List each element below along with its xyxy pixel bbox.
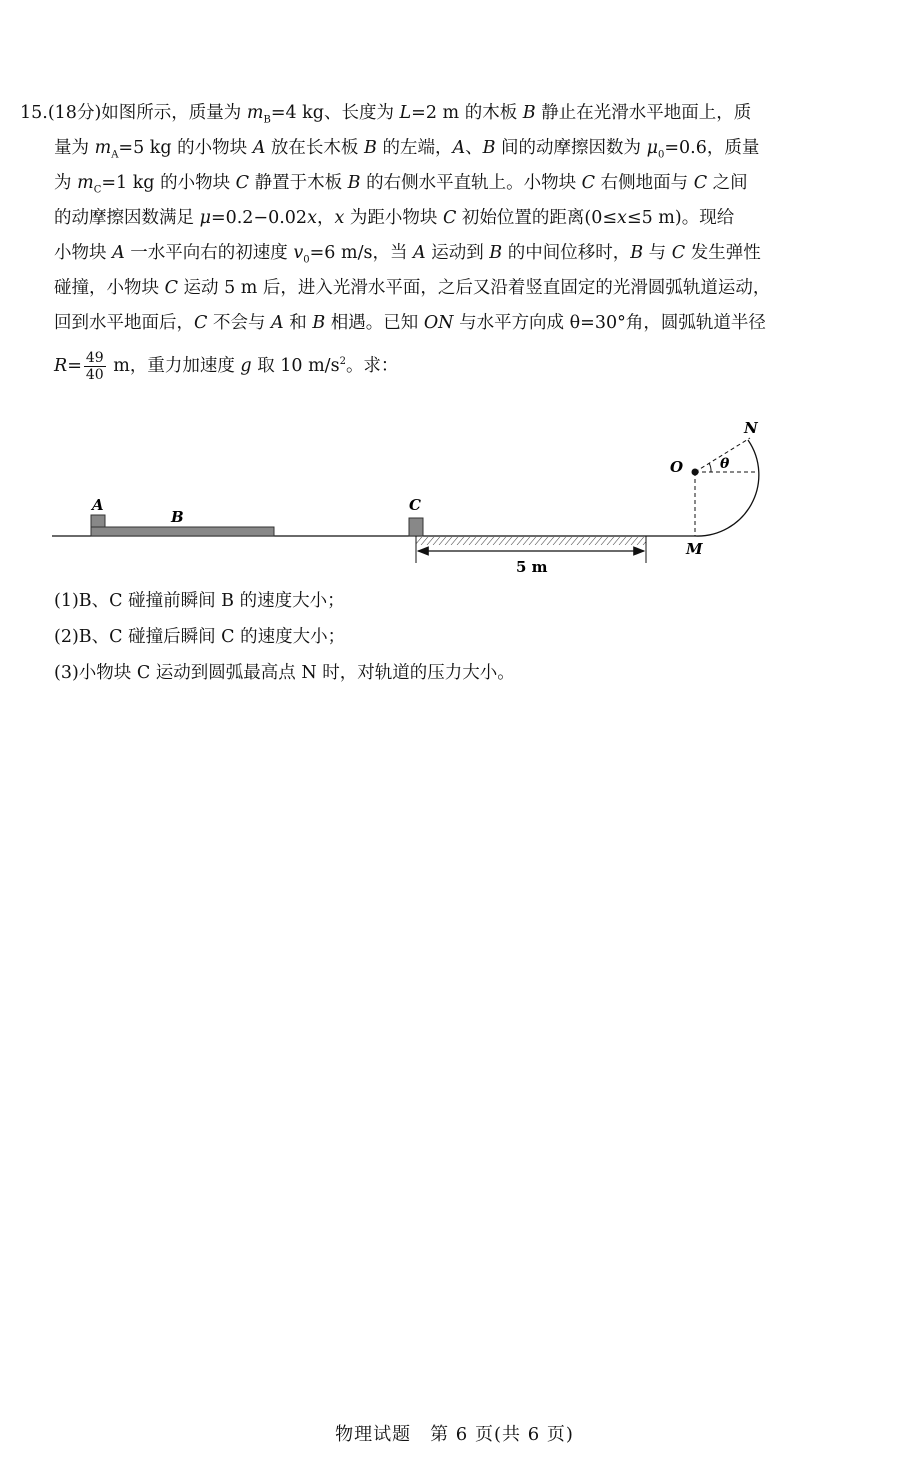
problem-line-2: 量为 $m_A=5$ kg 的小物块 A 放在长木板 B 的左端，A、B 间的动摩擦因数为 $\mu_0=0.6$，质量	[54, 138, 760, 161]
block-a	[91, 515, 105, 527]
page-footer: 物理试题 第 6 页(共 6 页)	[335, 1424, 574, 1445]
label-m: M	[686, 540, 703, 558]
problem-line-5: 小物块 A 一水平向右的初速度 $v_0=6$ m/s，当 A 运动到 B 的中间位移时，B 与 C 发生弹性	[54, 243, 761, 266]
center-point-o	[692, 469, 699, 476]
label-n: N	[744, 419, 758, 437]
question-3: (3)小物块 C 运动到圆弧最高点 N 时，对轨道的压力大小。	[54, 663, 515, 683]
label-theta: θ	[720, 456, 730, 472]
angle-arc	[709, 463, 711, 472]
problem-line-8: R= $\frac{49}{40}$ m，重力加速度 g 取 10 $m/s^2$。求：	[54, 350, 399, 383]
rough-surface	[416, 537, 646, 545]
label-o: O	[670, 458, 684, 476]
problem-line-1: 15.(18分)如图所示，质量为 $m_B=4$ kg、长度为 L=2 m 的木板 B 静止在光滑水平地面上，质	[20, 103, 752, 126]
problem-line-7: 回到水平地面后，C 不会与 A 和 B 相遇。已知 ON 与水平方向成 θ=30°角，圆弧轨道半径	[54, 313, 766, 333]
label-a: A	[92, 496, 104, 514]
block-c	[409, 518, 423, 536]
label-b: B	[171, 508, 184, 526]
problem-line-3: 为 $m_C=1$ kg 的小物块 C 静置于木板 B 的右侧水平直轨上。小物块 C 右侧地面与 C 之间	[54, 173, 748, 196]
question-2: (2)B、C 碰撞后瞬间 C 的速度大小；	[54, 627, 346, 647]
radius-fraction: $\frac{49}{40}$	[85, 350, 104, 383]
plank-b	[91, 527, 274, 536]
label-c: C	[409, 496, 421, 514]
question-1: (1)B、C 碰撞前瞬间 B 的速度大小；	[54, 591, 345, 611]
problem-text	[20, 96, 892, 384]
label-distance: 5 m	[516, 558, 548, 576]
physics-diagram	[0, 410, 909, 585]
problem-line-6: 碰撞，小物块 C 运动 5 m 后，进入光滑水平面，之后又沿着竖直固定的光滑圆弧轨道运动，	[54, 278, 771, 298]
problem-line-4: 的动摩擦因数满足 μ=0.2−0.02x，x 为距小物块 C 初始位置的距离(0≤x≤5 m)。现给	[54, 208, 735, 228]
arc-track	[695, 440, 759, 536]
